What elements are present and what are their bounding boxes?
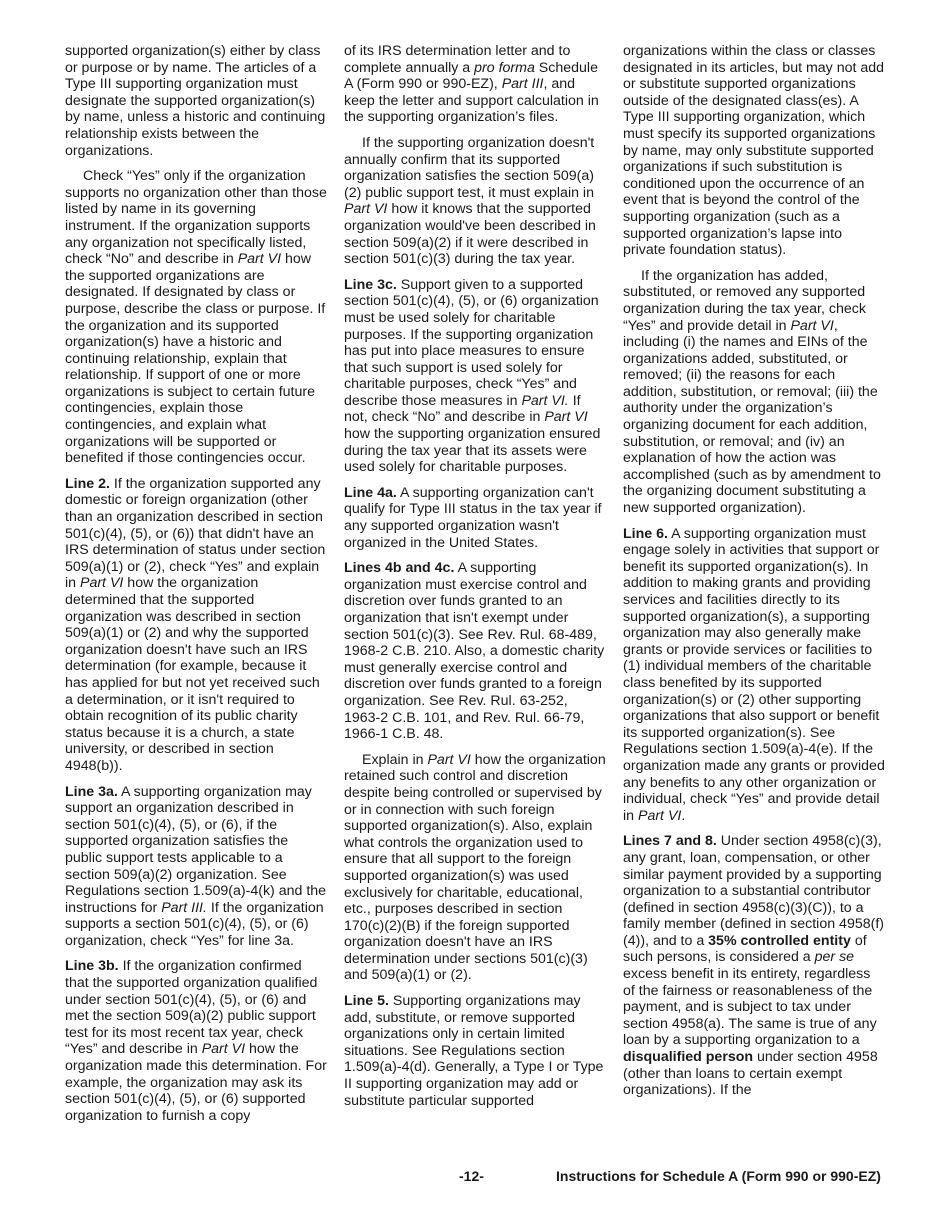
paragraph-text: Explain in Part VI how the organization retained such control and discretion despite being controlled or supervised by or in connection with such foreign supported organization(s). Also, explain what controls the organization used to ensure that all support to the foreign supported organization(s) was used exclusively for charitable, educational, etc., purposes described in section 170(c)(2)(B) if the foreign supported organization doesn't have an IRS determination under sections 501(c)(3) and 509(a)(1) or (2). bbox=[344, 751, 606, 984]
paragraph-text: organizations within the class or classes designated in its articles, but may not add or substitute supported organizations outside of the designated class(es). A Type III supporting organization, which must specify its supported organizations by name, may only substitute supported organizations if such substitution is conditioned upon the occurrence of an event that is beyond the control of the supporting organization (such as a supported organization’s lapse into private foundation status). bbox=[623, 43, 885, 259]
paragraph bbox=[65, 958, 327, 1124]
paragraph-text: A supporting organization may support an organization described in section 501(c)(4), (5), or (6), if the supported organization satisfies the public support tests applicable to a section 509(a)(2) organization. See Regulations section 1.509(a)-4(k) and the instructions for Part III. If the organization supports a section 501(c)(4), (5), or (6) organization, check “Yes” for line 3a. bbox=[65, 783, 327, 949]
paragraph-text: Support given to a supported section 501(c)(4), (5), or (6) organization must be used solely for charitable purposes. If the supporting organization has put into place measures to ensure that such support is used solely for charitable purposes, check “Yes” and describe those measures in Part VI. If not, check “No” and describe in Part VI how the supporting organization ensured during the tax year that its assets were used solely for charitable purposes. bbox=[344, 276, 601, 476]
paragraph bbox=[344, 277, 606, 476]
paragraph-text: If the organization confirmed that the supported organization qualified under section 501(c)(4), (5), or (6) and met the section 509(a)(2) public support test for its most recent tax year, check “Yes” and describe in Part VI how the organization made this determination. For example, the organization may ask its section 501(c)(4), (5), or (6) supported organization to furnish a copy bbox=[65, 958, 327, 1124]
line-heading: Line 5. bbox=[344, 993, 389, 1010]
paragraph bbox=[65, 784, 327, 950]
line-heading: Line 2. bbox=[65, 475, 110, 492]
paragraph bbox=[65, 43, 327, 159]
paragraph-text: A supporting organization can't qualify for Type III status in the tax year if any supported organization wasn't organized in the United States. bbox=[344, 484, 602, 551]
paragraph-text: of its IRS determination letter and to complete annually a pro forma Schedule A (Form 990 or 990-EZ), Part III, and keep the letter and support calculation in the supporting organization’s files. bbox=[344, 43, 599, 126]
paragraph-text: If the organization supported any domestic or foreign organization (other than an organization described in section 501(c)(4), (5), or (6)) that didn't have an IRS determination of status under section 509(a)(1) or (2), check “Yes” and explain in Part VI how the organization determined that the supported organization was described in section 509(a)(1) or (2) and why the supported organization doesn't have such an IRS determination (for example, because it has applied for but not yet received such a determination, or it isn't required to obtain recognition of its public charity status because it is a church, a state university, or described in section 4948(b)). bbox=[65, 475, 326, 774]
paragraph bbox=[344, 485, 606, 551]
line-heading: Line 4a. bbox=[344, 484, 397, 501]
paragraph-text: If the supporting organization doesn't annually confirm that its supported organization satisfies the section 509(a)(2) public support test, it must explain in Part VI how it knows that the supported organization would've been described in section 509(a)(2) if it were described in section 501(c)(3) during the tax year. bbox=[344, 134, 596, 268]
paragraph-text: A supporting organization must engage solely in activities that support or benefit its supported organization(s). In addition to making grants and providing services and facilities directly to its supported organization(s), a supporting organization may also generally make grants or provide services or facilities to (1) individual members of the charitable class benefited by its supported organization(s) or (2) other supporting organizations that also support or benefit its supported organization(s). See Regulations section 1.509(a)-4(e). If the organization made any grants or provided any benefits to any other organization or individual, check “Yes” and provide detail in Part VI. bbox=[623, 525, 885, 824]
paragraph bbox=[344, 135, 606, 268]
line-heading: Line 3a. bbox=[65, 783, 118, 800]
paragraph-text: A supporting organization must exercise control and discretion over funds granted to an organization that isn't exempt under section 501(c)(3). See Rev. Rul. 68-489, 1968-2 C.B. 210. Also, a domestic charity must generally exercise control and discretion over funds granted to a foreign organization. See Rev. Rul. 63-252, 1963-2 C.B. 101, and Rev. Rul. 66-79, 1966-1 C.B. 48. bbox=[344, 560, 605, 743]
line-heading: Line 3b. bbox=[65, 958, 119, 975]
paragraph bbox=[623, 526, 885, 825]
paragraph bbox=[623, 268, 885, 517]
line-heading: Line 6. bbox=[623, 525, 668, 542]
paragraph bbox=[65, 476, 327, 775]
paragraph-text: Under section 4958(c)(3), any grant, loan, compensation, or other similar payment provided by a supporting organization to a substantial contributor (defined in section 4958(c)(3)(C)), to a family member (defined in section 4958(f)(4)), and to a 35% controlled entity of such persons, is considered a per se excess benefit in its entirety, regardless of the fairness or reasonableness of the payment, and is subject to tax under section 4958(a). The same is true of any loan by a supporting organization to a disqualified person under section 4958 (other than loans to certain exempt organizations). If the bbox=[623, 833, 885, 1099]
paragraph-text: Supporting organizations may add, substitute, or remove supported organizations only in certain limited situations. See Regulations section 1.509(a)-4(d). Generally, a Type I or Type II supporting organization may add or substitute particular supported bbox=[344, 993, 604, 1109]
paragraph bbox=[623, 833, 885, 1099]
page-number: -12- bbox=[459, 1168, 484, 1184]
paragraph bbox=[344, 752, 606, 984]
text-column-2 bbox=[344, 43, 606, 1118]
paragraph bbox=[623, 43, 885, 259]
line-heading: Line 3c. bbox=[344, 276, 397, 293]
paragraph-text: If the organization has added, substituted, or removed any supported organization during the tax year, check “Yes” and provide detail in Part VI, including (i) the names and EINs of the organizations added, substituted, or removed; (ii) the reasons for each addition, substitution, or removal; (iii) the authority under the organization’s organizing document for each addition, substitution, or removal; and (iv) an explanation of how the action was accomplished (such as by amendment to the organizing document substituting a new supported organization). bbox=[623, 267, 881, 517]
paragraph bbox=[65, 168, 327, 467]
document-title: Instructions for Schedule A (Form 990 or 990-EZ) bbox=[556, 1168, 881, 1184]
paragraph bbox=[344, 993, 606, 1109]
text-column-1 bbox=[65, 43, 327, 1133]
line-heading: Lines 4b and 4c. bbox=[344, 560, 455, 577]
paragraph bbox=[344, 43, 606, 126]
paragraph-text: Check “Yes” only if the organization supports no organization other than those listed by name in its governing instrument. If the organization supports any organization not specifically listed, check “No” and describe in Part VI how the supported organizations are designated. If designated by class or purpose, describe the class or purpose. If the organization and its supported organization(s) have a historic and continuing relationship, explain that relationship. If support of one or more organizations is subject to certain future contingencies, explain those contingencies, and explain what organizations will be supported or benefited if those contingencies occur. bbox=[65, 168, 327, 467]
paragraph-text: supported organization(s) either by class or purpose or by name. The articles of a Type III supporting organization must designate the supported organization(s) by name, unless a historic and continuing relationship exists between the organizations. bbox=[65, 43, 326, 159]
paragraph bbox=[344, 560, 606, 743]
text-column-3 bbox=[623, 43, 885, 1108]
line-heading: Lines 7 and 8. bbox=[623, 833, 717, 850]
